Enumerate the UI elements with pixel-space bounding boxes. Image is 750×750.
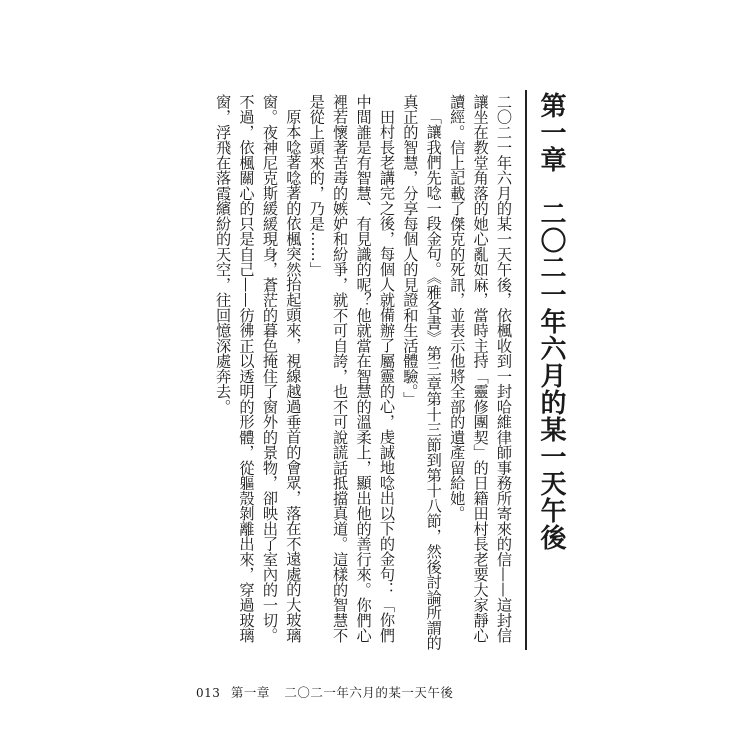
title-divider: [525, 90, 527, 650]
paragraph-3: 田村長老講完之後，每個人就備辦了屬靈的心，虔誠地唸出以下的金句：「你們中間誰是有智慧、有見識的呢？他就當在智慧的溫柔上，顯出他的善行來。你們心裡若懷著苦毒的嫉妒和紛爭，就不可自誇，也不可說謊話抵擋真道。這樣的智慧不是從上頭來的，乃是……」: [307, 94, 396, 643]
paragraph-4: 原本唸著唸著的依楓突然抬起頭來，視線越過垂首的會眾，落在不遠處的大玻璃窗。夜神尼克斯緩緩現身，蒼茫的暮色掩住了窗外的景物，卻映出了室內的一切。不過，依楓關心的只是自己——彷彿正以透明的形體，從軀殼剝離出來，穿過玻璃窗，浮飛在落霞繽紛的天空，往回憶深處奔去。: [214, 94, 303, 643]
footer-chapter-name: 二〇二一年六月的某一天午後: [284, 685, 454, 700]
page-number: 013: [196, 686, 221, 700]
chapter-title: 第一章 二〇二一年六月的某一天午後: [536, 92, 566, 551]
paragraph-1: 二〇二一年六月的某一天午後，依楓收到一封哈維律師事務所寄來的信——這封信讓坐在教堂角落的她心亂如麻，當時主持「靈修團契」的日籍田村長老要大家靜心讀經。信上記載了傑克的死訊，並表示他將全部的遺產留給她。: [448, 94, 513, 643]
footer-chapter-label: 第一章: [230, 685, 270, 700]
body-text: [185, 94, 515, 654]
page-footer: [196, 683, 453, 701]
paragraph-2: 「讓我們先唸一段金句。《雅各書》第三章第十三節到第十八節，然後討論所謂的真正的智慧，分享每個人的見證和生活體驗。」: [401, 94, 443, 651]
